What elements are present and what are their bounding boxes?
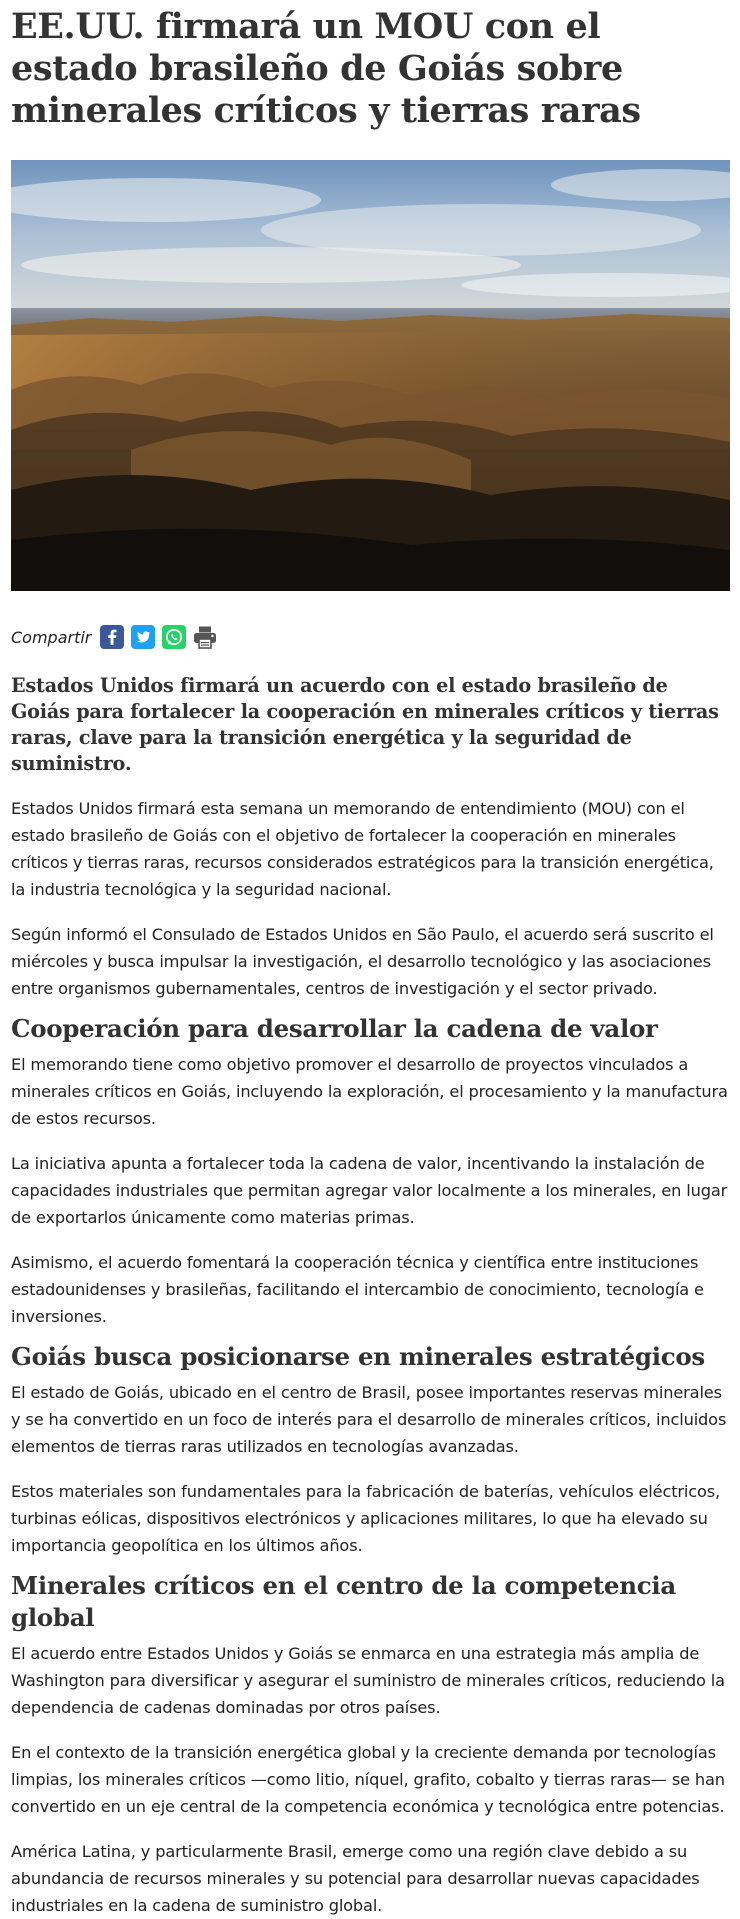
facebook-icon[interactable] — [99, 624, 125, 650]
paragraph: Asimismo, el acuerdo fomentará la cooperación técnica y científica entre instituciones estadounidenses y brasileñas, facilitando el intercambio de conocimiento, tecnología e inversiones. — [11, 1253, 704, 1326]
section-heading: Goiás busca posicionarse en minerales estratégicos — [11, 1342, 705, 1371]
paragraph: Estos materiales son fundamentales para la fabricación de baterías, vehículos eléctricos, turbinas eólicas, dispositivos electrónicos y aplicaciones militares, lo que ha elevado su importancia geopolítica en los últimos años. — [11, 1482, 721, 1555]
article — [11, 6, 731, 1919]
paragraph: América Latina, y particularmente Brasil, emerge como una región clave debido a su abundancia de recursos minerales y su potencial para desarrollar nuevas capacidades industriales en la cadena de suministro global. — [11, 1842, 700, 1915]
landscape-photo — [11, 160, 730, 591]
article-title: EE.UU. firmará un MOU con el estado brasileño de Goiás sobre minerales críticos y tierras raras — [11, 6, 641, 131]
share-bar — [11, 623, 731, 651]
paragraph: Según informó el Consulado de Estados Unidos en São Paulo, el acuerdo será suscrito el miércoles y busca impulsar la investigación, el desarrollo tecnológico y las asociaciones entre organismos gubernamentales, centros de investigación y el sector privado. — [11, 925, 714, 998]
paragraph: En el contexto de la transición energética global y la creciente demanda por tecnologías limpias, los minerales críticos —como litio, níquel, grafito, cobalto y tierras raras— se han convertido en un eje central de la competencia económica y tecnológica entre potencias. — [11, 1743, 725, 1816]
hero-image — [11, 160, 730, 591]
paragraph: El memorando tiene como objetivo promover el desarrollo de proyectos vinculados a minerales críticos en Goiás, incluyendo la exploración, el procesamiento y la manufactura de estos recursos. — [11, 1055, 728, 1128]
twitter-icon[interactable] — [130, 624, 156, 650]
section-heading: Cooperación para desarrollar la cadena de valor — [11, 1014, 658, 1043]
paragraph: La iniciativa apunta a fortalecer toda la cadena de valor, incentivando la instalación de capacidades industriales que permitan agregar valor localmente a los minerales, en lugar de exportarlos únicamente como materias primas. — [11, 1154, 728, 1227]
whatsapp-icon[interactable] — [161, 624, 187, 650]
section-heading: Minerales críticos en el centro de la competencia global — [11, 1571, 676, 1632]
share-label: Compartir — [11, 627, 92, 647]
paragraph: Estados Unidos firmará esta semana un memorando de entendimiento (MOU) con el estado brasileño de Goiás con el objetivo de fortalecer la cooperación en minerales críticos y tierras raras, recursos considerados estratégicos para la transición energética, la industria tecnológica y la seguridad nacional. — [11, 799, 714, 899]
print-icon[interactable] — [192, 624, 218, 650]
paragraph: El estado de Goiás, ubicado en el centro de Brasil, posee importantes reservas minerales y se ha convertido en un foco de interés para el desarrollo de minerales críticos, incluidos elementos de tierras raras utilizados en tecnologías avanzadas. — [11, 1383, 727, 1456]
article-lead: Estados Unidos firmará un acuerdo con el estado brasileño de Goiás para fortalecer la cooperación en minerales críticos y tierras raras, clave para la transición energética y la seguridad de suministro. — [11, 674, 719, 775]
paragraph: El acuerdo entre Estados Unidos y Goiás se enmarca en una estrategia más amplia de Washington para diversificar y asegurar el suministro de minerales críticos, reduciendo la dependencia de cadenas dominadas por otros países. — [11, 1644, 725, 1717]
